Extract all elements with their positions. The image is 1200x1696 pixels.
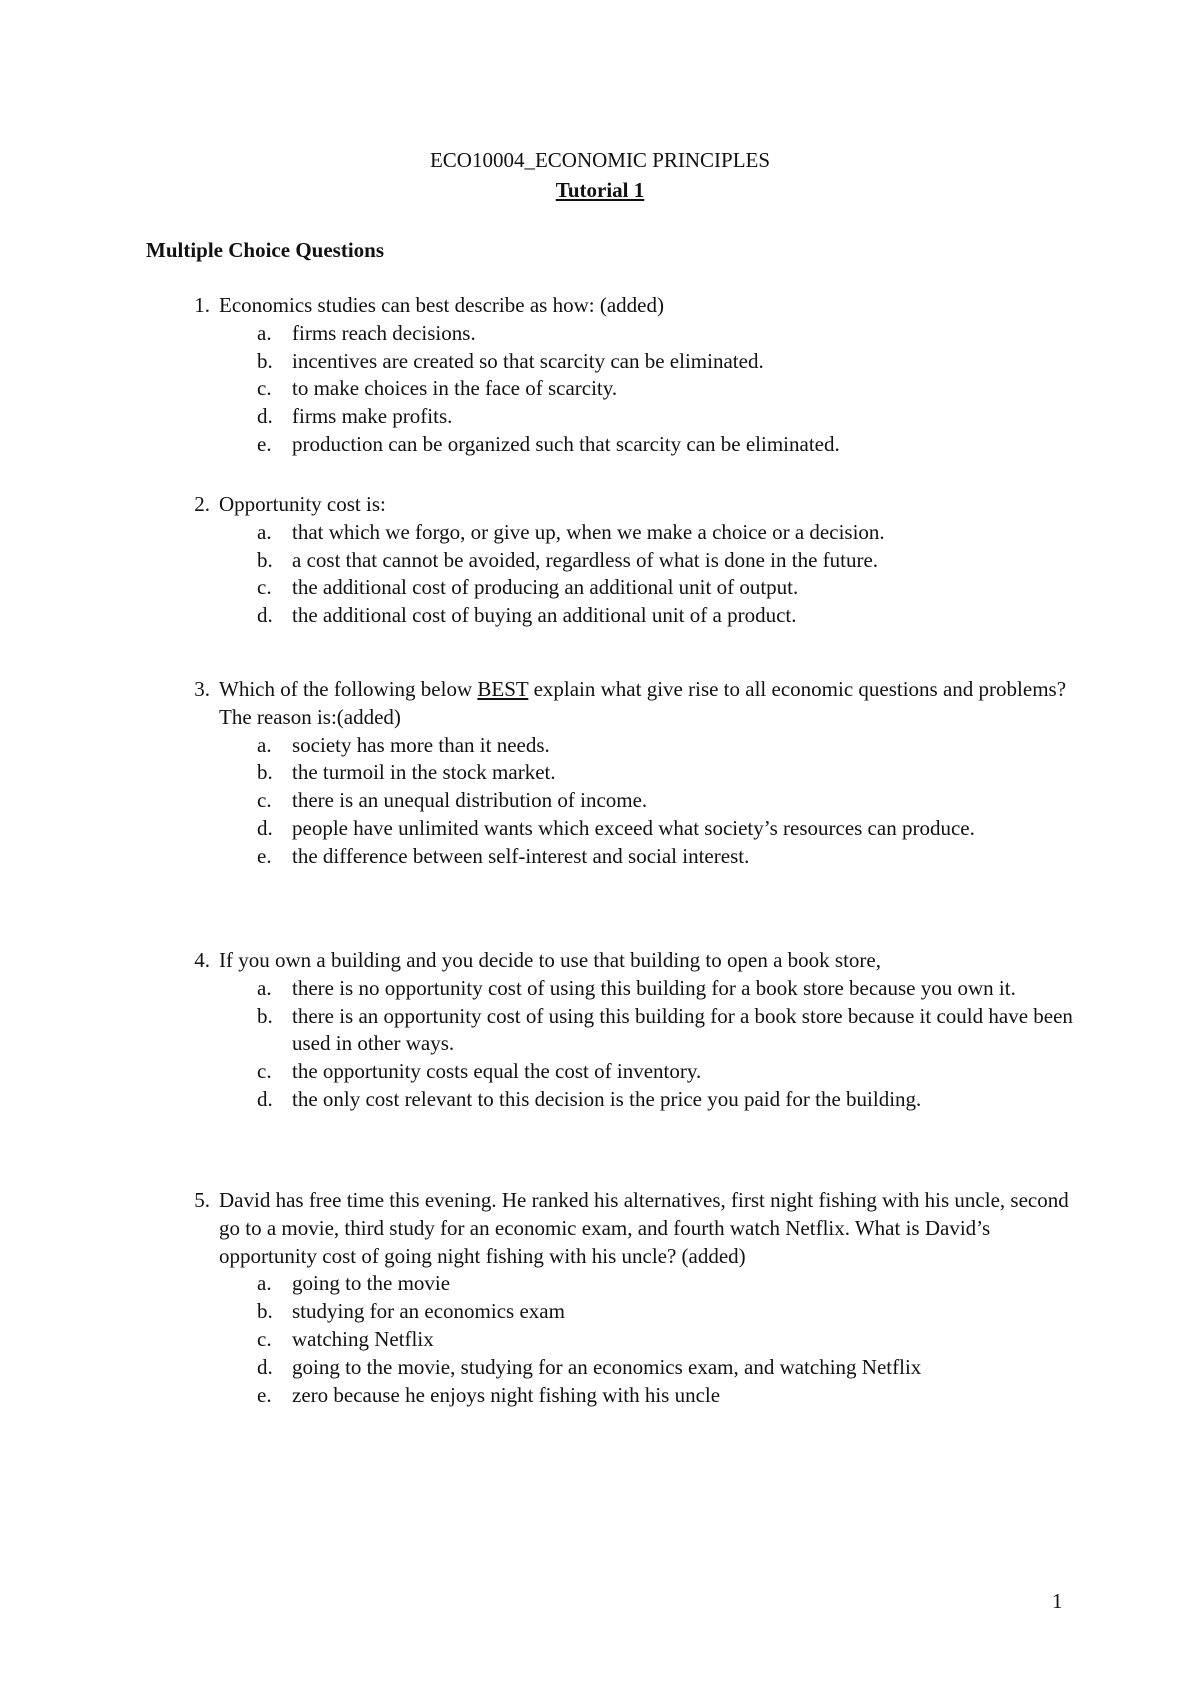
option-b (182, 1298, 1082, 1326)
option-letter: c. (257, 575, 272, 600)
option-letter: c. (257, 788, 272, 813)
option-letter: b. (257, 1003, 273, 1028)
question-text: If you own a building and you decide to use that building to open a book store, (219, 948, 881, 972)
option-text: watching Netflix (292, 1326, 434, 1351)
option-text: a cost that cannot be avoided, regardless of what is done in the future. (292, 547, 879, 572)
question-2 (182, 491, 1082, 630)
question-number: 5. (194, 1188, 210, 1212)
option-text: the opportunity costs equal the cost of inventory. (292, 1059, 702, 1084)
option-text: the only cost relevant to this decision is the price you paid for the building. (292, 1086, 922, 1111)
option-text: people have unlimited wants which exceed what society’s resources can produce. (292, 815, 975, 840)
option-text: the difference between self-interest and social interest. (292, 843, 750, 868)
question-number: 3. (194, 677, 210, 701)
option-text: there is no opportunity cost of using this building for a book store because you own it. (292, 975, 1016, 1000)
option-letter: d. (257, 603, 273, 628)
option-letter: b. (257, 348, 273, 373)
question-text: Opportunity cost is: (219, 492, 386, 516)
option-letter: c. (257, 1326, 272, 1351)
question-number: 1. (194, 293, 210, 317)
option-list (182, 732, 1082, 871)
option-d (182, 815, 1082, 843)
option-text: firms make profits. (292, 404, 453, 429)
option-letter: e. (257, 843, 272, 868)
question-4 (182, 947, 1082, 1114)
question-text (219, 676, 1082, 732)
option-text: firms reach decisions. (292, 320, 476, 345)
option-b (182, 547, 1082, 575)
option-letter: d. (257, 404, 273, 429)
option-a (182, 320, 1082, 348)
option-c (182, 574, 1082, 602)
option-b (182, 1003, 1082, 1059)
option-b (182, 348, 1082, 376)
option-letter: b. (257, 547, 273, 572)
question-number: 2. (194, 492, 210, 516)
question-3 (182, 676, 1082, 871)
option-c (182, 1058, 1082, 1086)
option-text: incentives are created so that scarcity can be eliminated. (292, 348, 764, 373)
option-c (182, 787, 1082, 815)
question-text-part: explain what give rise to all economic questions and problems? The reason is:(added) (219, 677, 1067, 729)
option-letter: d. (257, 815, 273, 840)
option-text: the additional cost of buying an additional unit of a product. (292, 603, 797, 628)
option-text: there is an unequal distribution of income. (292, 788, 648, 813)
option-text: to make choices in the face of scarcity. (292, 376, 618, 401)
option-a (182, 732, 1082, 760)
option-list (182, 320, 1082, 459)
option-text: production can be organized such that scarcity can be eliminated. (292, 431, 840, 456)
option-text: society has more than it needs. (292, 732, 550, 757)
option-text: zero because he enjoys night fishing with his uncle (292, 1382, 721, 1407)
option-a (182, 975, 1082, 1003)
option-d (182, 602, 1082, 630)
section-heading: Multiple Choice Questions (146, 238, 385, 262)
emphasis-best: BEST (477, 677, 529, 701)
tutorial-title: Tutorial 1 (555, 178, 645, 202)
question-number: 4. (194, 948, 210, 972)
option-c (182, 375, 1082, 403)
option-letter: c. (257, 376, 272, 401)
question-text: Economics studies can best describe as how: (added) (219, 293, 664, 317)
option-list (182, 519, 1082, 630)
option-letter: a. (257, 320, 272, 345)
option-list (182, 1270, 1082, 1409)
question-text-part: Which of the following below (219, 677, 478, 701)
option-b (182, 759, 1082, 787)
option-letter: a. (257, 519, 272, 544)
option-letter: a. (257, 975, 272, 1000)
option-text: the additional cost of producing an additional unit of output. (292, 575, 799, 600)
option-list (182, 975, 1082, 1114)
question-5 (182, 1187, 1082, 1409)
option-e (182, 431, 1082, 459)
option-d (182, 1354, 1082, 1382)
course-title: ECO10004_ECONOMIC PRINCIPLES (429, 148, 771, 172)
option-e (182, 1382, 1082, 1410)
option-letter: b. (257, 760, 273, 785)
option-letter: d. (257, 1354, 273, 1379)
option-a (182, 1270, 1082, 1298)
option-letter: a. (257, 1271, 272, 1296)
option-letter: c. (257, 1059, 272, 1084)
option-c (182, 1326, 1082, 1354)
page-number: 1 (1052, 1589, 1063, 1613)
option-letter: d. (257, 1086, 273, 1111)
option-a (182, 519, 1082, 547)
question-1 (182, 292, 1082, 459)
option-letter: e. (257, 1382, 272, 1407)
option-text: going to the movie (292, 1271, 451, 1296)
option-text: going to the movie, studying for an economics exam, and watching Netflix (292, 1354, 922, 1379)
option-letter: b. (257, 1299, 273, 1324)
option-text: that which we forgo, or give up, when we make a choice or a decision. (292, 519, 885, 544)
option-text: the turmoil in the stock market. (292, 760, 556, 785)
option-e (182, 843, 1082, 871)
option-letter: a. (257, 732, 272, 757)
option-d (182, 1086, 1082, 1114)
option-letter: e. (257, 431, 272, 456)
option-text: there is an opportunity cost of using this building for a book store because it could have been used in other ways. (292, 1003, 1073, 1056)
option-text: studying for an economics exam (292, 1299, 565, 1324)
question-text: David has free time this evening. He ranked his alternatives, first night fishing with his uncle, second go to a movie, third study for an economic exam, and fourth watch Netflix. What is David’s opportunity cost of going night fishing with his uncle? (added) (219, 1188, 1069, 1268)
option-d (182, 403, 1082, 431)
